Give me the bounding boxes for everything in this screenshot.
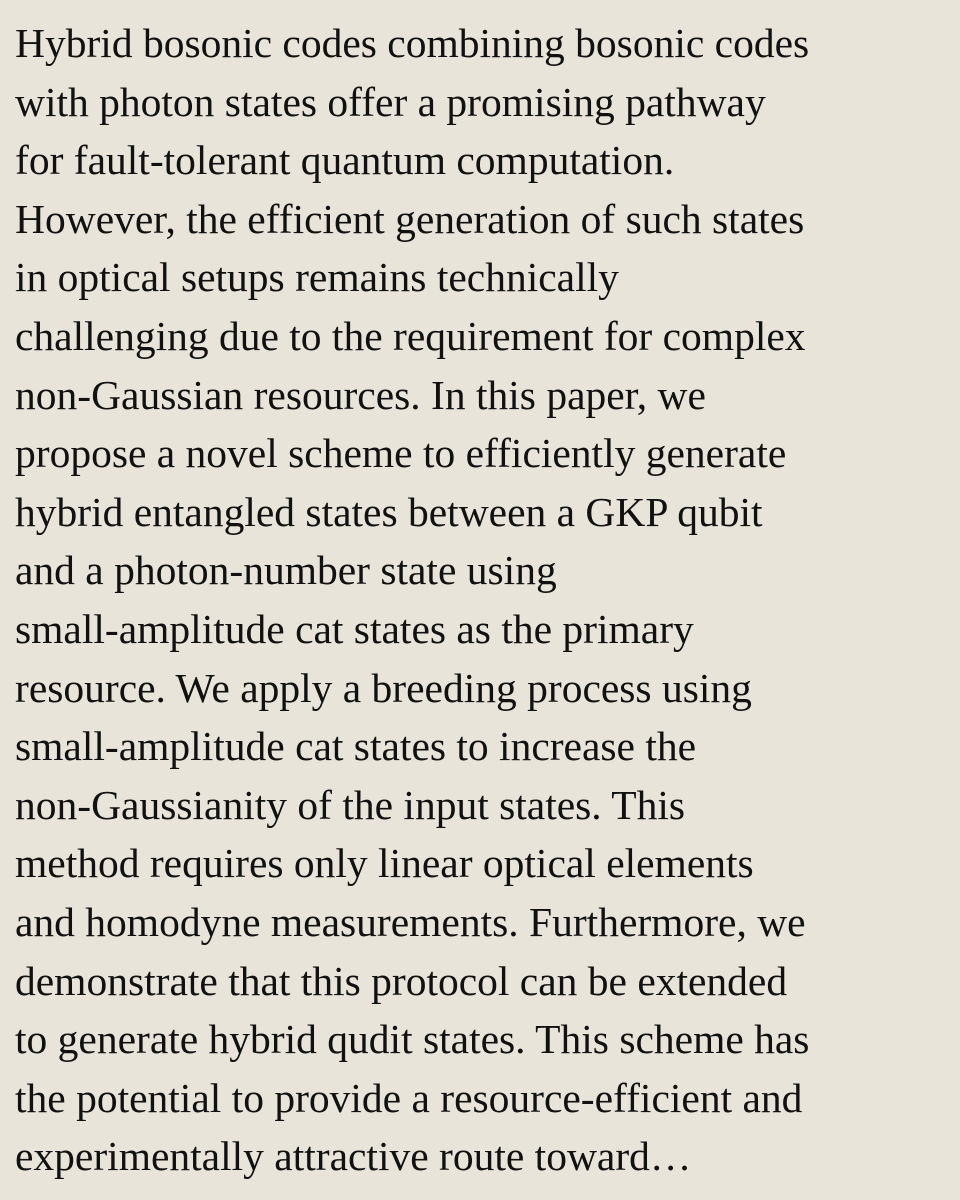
abstract-line: the potential to provide a resource-efficient and <box>15 1074 803 1121</box>
abstract-line: and a photon-number state using <box>15 547 557 594</box>
abstract-line: in optical setups remains technically <box>15 254 619 301</box>
abstract-line: with photon states offer a promising pathway <box>15 78 766 125</box>
abstract-line: non-Gaussianity of the input states. This <box>15 781 686 828</box>
abstract-line: small-amplitude cat states as the primary <box>15 605 694 652</box>
abstract-line: experimentally attractive route toward… <box>15 1133 692 1180</box>
abstract-line: non-Gaussian resources. In this paper, we <box>15 371 706 418</box>
abstract-line: challenging due to the requirement for complex <box>15 312 806 359</box>
abstract-line: demonstrate that this protocol can be extended <box>15 957 788 1004</box>
abstract-line: hybrid entangled states between a GKP qubit <box>15 488 763 535</box>
abstract-line: Hybrid bosonic codes combining bosonic codes <box>15 20 810 66</box>
abstract-line: to generate hybrid qudit states. This scheme has <box>15 1016 810 1063</box>
abstract-line: small-amplitude cat states to increase the <box>15 723 697 770</box>
abstract-line: resource. We apply a breeding process using <box>15 664 752 711</box>
abstract-line: method requires only linear optical elements <box>15 840 754 887</box>
abstract-text <box>15 14 950 1186</box>
abstract-line: and homodyne measurements. Furthermore, we <box>15 898 806 945</box>
abstract-line: propose a novel scheme to efficiently generate <box>15 430 787 477</box>
abstract-line: However, the efficient generation of such states <box>15 195 805 242</box>
abstract-line: for fault-tolerant quantum computation. <box>15 137 675 184</box>
